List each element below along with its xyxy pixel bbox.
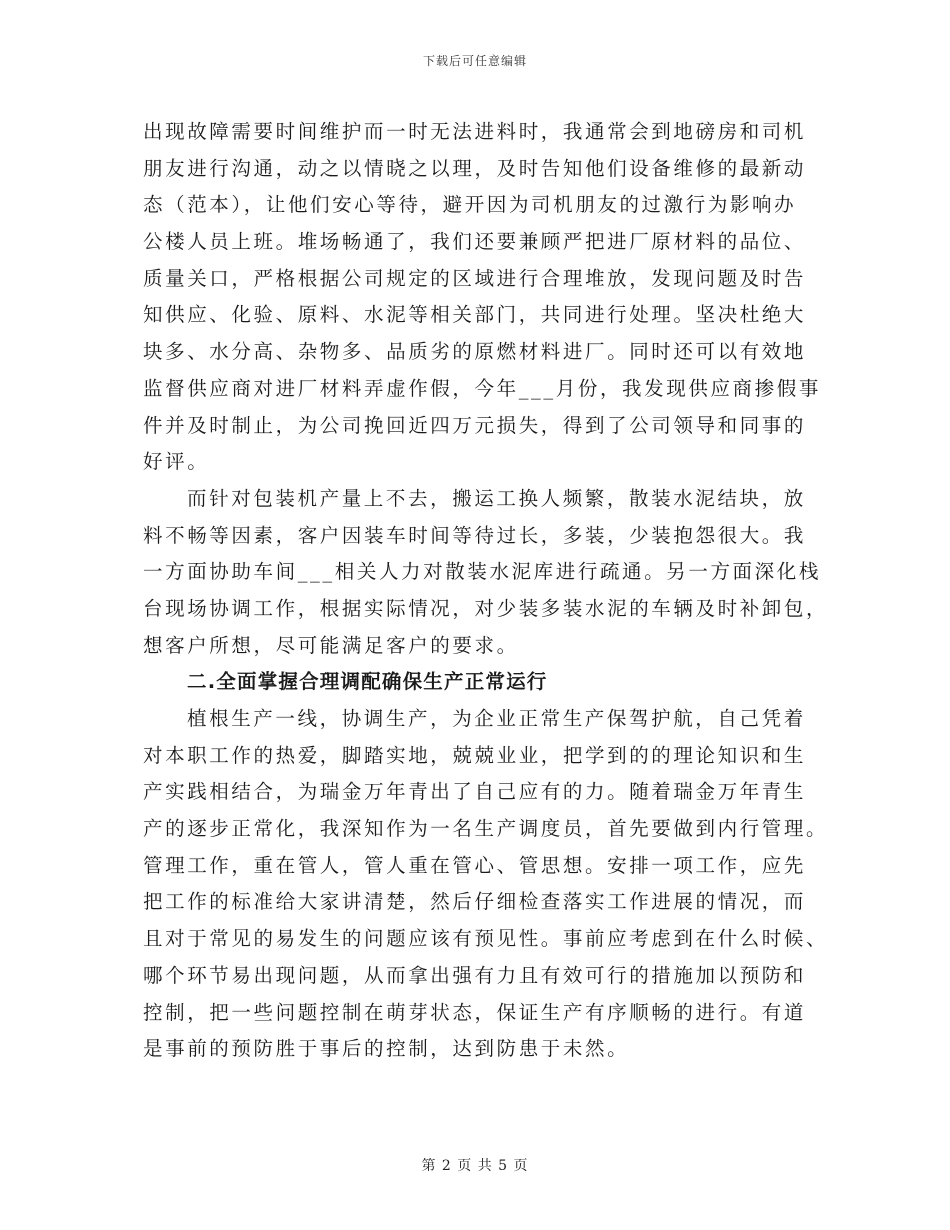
text-line: 植根生产一线，协调生产，为企业正常生产保驾护航，自己凭着 [187, 707, 806, 730]
text-line: 且对于常见的易发生的问题应该有预见性。事前应考虑到在什么时候、 [143, 927, 829, 951]
paragraph-1 [143, 114, 821, 481]
text-line: 公楼人员上班。堆场畅通了，我们还要兼顾严把进厂原材料的品位、 [143, 230, 807, 254]
text-line: 产实践相结合，为瑞金万年青出了自己应有的力。随着瑞金万年青生 [143, 780, 807, 804]
page-number: 第 2 页 共 5 页 [421, 1158, 529, 1174]
text-line: 朋友进行沟通，动之以情晓之以理，及时告知他们设备维修的最新动 [143, 156, 807, 180]
text-line: 料不畅等因素，客户因装车时间等待过长，多装，少装抱怨很大。我 [143, 523, 807, 547]
text-line: 台现场协调工作，根据实际情况，对少装多装水泥的车辆及时补卸包， [143, 596, 829, 620]
text-line: 知供应、化验、原料、水泥等相关部门，共同进行处理。坚决杜绝大 [143, 303, 807, 327]
text-line: 把工作的标准给大家讲清楚，然后仔细检查落实工作进展的情况，而 [143, 890, 807, 914]
text-line: 一方面协助车间___相关人力对散装水泥库进行疏通。另一方面深化栈 [143, 560, 821, 584]
text-line: 是事前的预防胜于事后的控制，达到防患于未然。 [143, 1037, 630, 1061]
document-body [143, 114, 829, 1068]
page-header: 下载后可任意编辑 [422, 54, 527, 68]
paragraph-3 [143, 701, 829, 1068]
text-line: 对本职工作的热爱，脚踏实地，兢兢业业，把学到的的理论知识和生 [143, 743, 807, 767]
text-line: 件并及时制止，为公司挽回近四万元损失，得到了公司领导和同事的 [143, 413, 807, 437]
text-line: 质量关口，严格根据公司规定的区域进行合理堆放，发现问题及时告 [143, 266, 807, 290]
paragraph-2 [143, 481, 829, 664]
text-line: 产的逐步正常化，我深知作为一名生产调度员，首先要做到内行管理。 [143, 817, 829, 841]
text-line: 想客户所想，尽可能满足客户的要求。 [143, 633, 519, 657]
text-line: 而针对包装机产量上不去，搬运工换人频繁，散装水泥结块，放 [187, 486, 806, 510]
text-line: 好评。 [143, 450, 210, 474]
text-line: 哪个环节易出现问题，从而拿出强有力且有效可行的措施加以预防和 [143, 963, 807, 987]
section-heading: 二.全面掌握合理调配确保生产正常运行 [187, 670, 548, 694]
text-line: 态（范本），让他们安心等待，避开因为司机朋友的过激行为影响办 [143, 193, 797, 217]
text-line: 监督供应商对进厂材料弄虚作假，今年___月份，我发现供应商掺假事 [143, 376, 821, 400]
text-line: 管理工作，重在管人，管人重在管心、管思想。安排一项工作，应先 [143, 853, 807, 877]
text-line: 块多、水分高、杂物多、品质劣的原燃材料进厂。同时还可以有效地 [143, 340, 807, 364]
text-line: 出现故障需要时间维护而一时无法进料时，我通常会到地磅房和司机 [143, 120, 807, 143]
text-line: 控制，把一些问题控制在萌芽状态，保证生产有序顺畅的进行。有道 [143, 1000, 807, 1024]
